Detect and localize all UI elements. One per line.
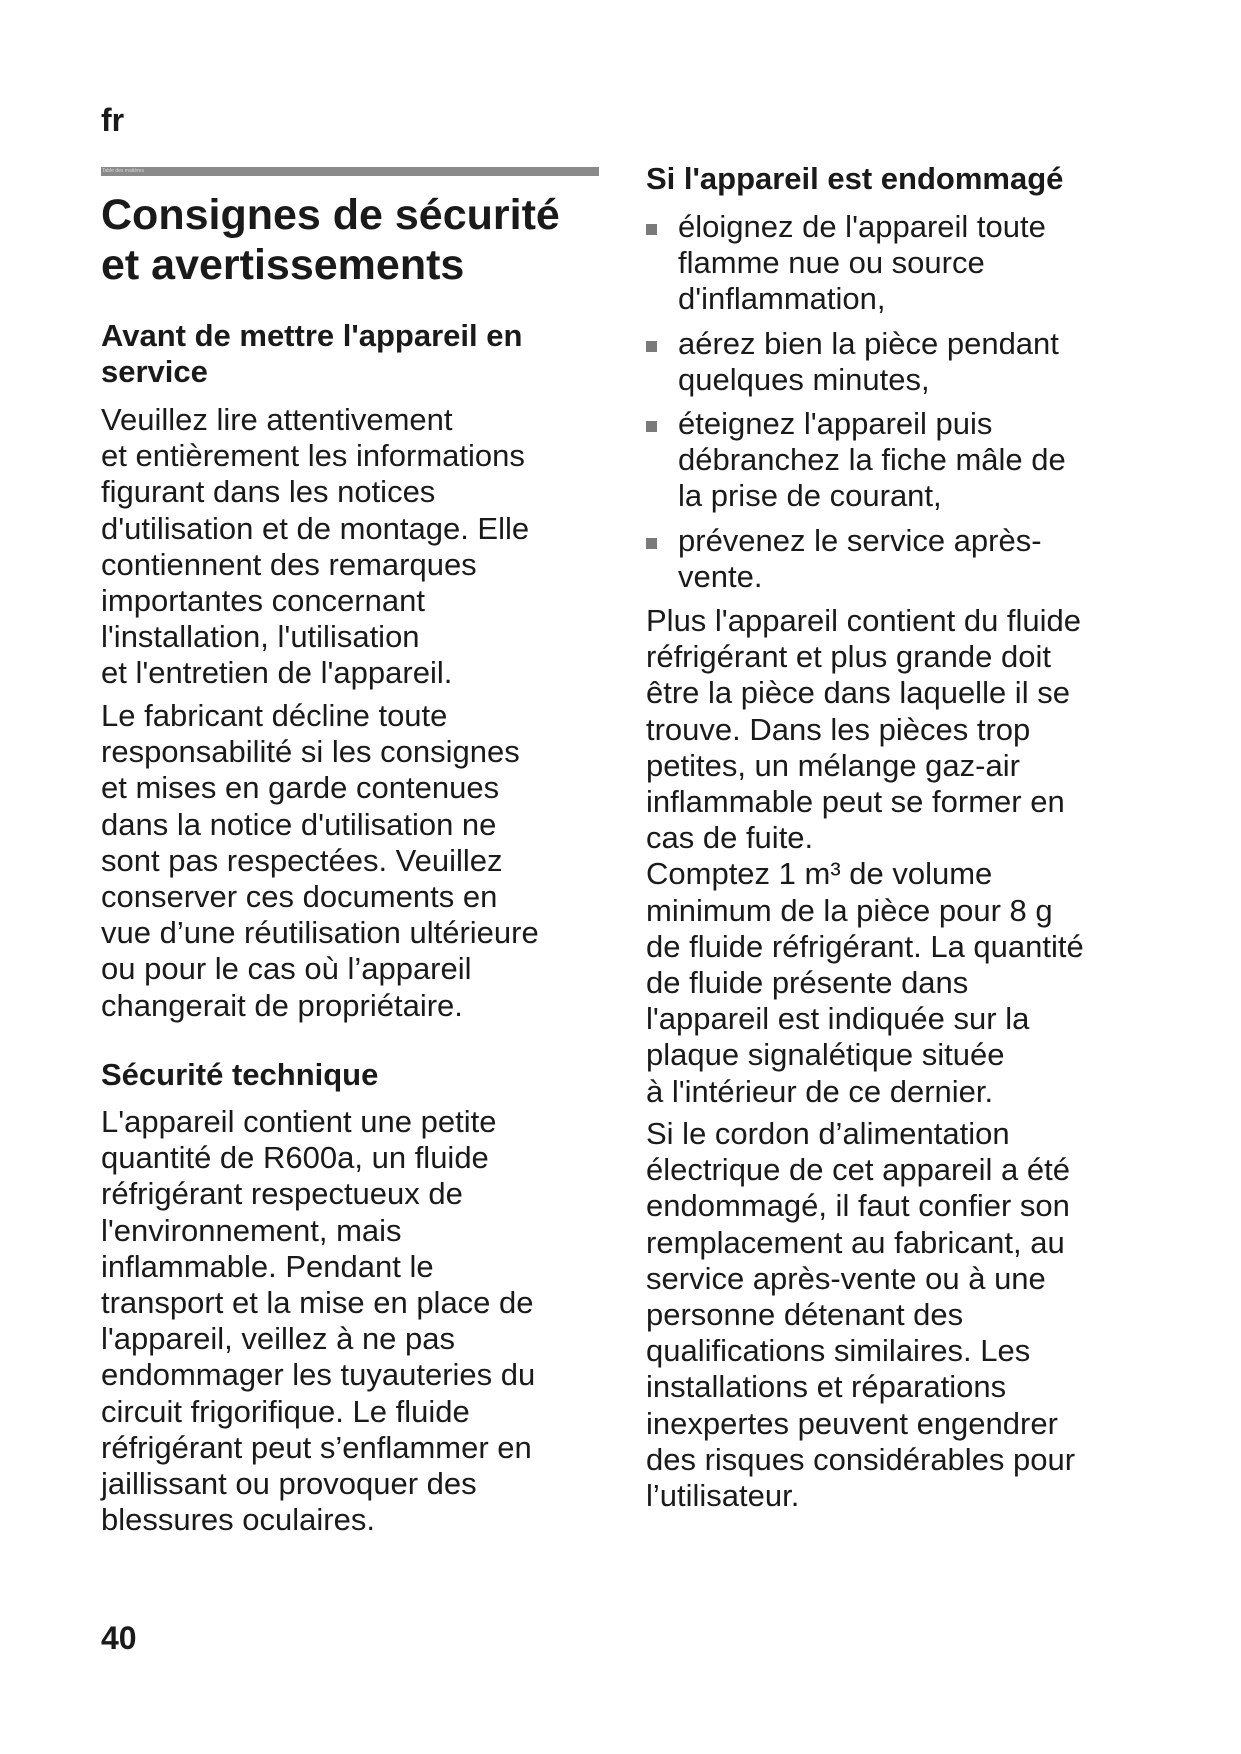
section-heading-before-use: Avant de mettre l'appareil en service [101,318,523,389]
square-bullet-icon [646,421,657,432]
list-item [646,523,1166,595]
section-rule [101,167,599,176]
page-number: 40 [101,1620,137,1656]
damage-steps-list [646,209,1166,603]
list-item-text: prévenez le service après- vente. [678,522,1042,594]
list-item-text: éteignez l'appareil puis débranchez la fiche mâle de la prise de courant, [678,406,1066,514]
paragraph-power-cord: Si le cordon d’alimentation électrique de cet appareil a été endommagé, il faut confier son remplacement au fabricant, au service après-vente ou à une personne détenant des qualifications similaires. Les installations et réparations inexpertes peuvent engendrer des risques considérables pour l’utilisateur. [646,1116,1076,1514]
paragraph-refrigerant: L'appareil contient une petite quantité de R600a, un fluide réfrigérant respectueux de l'environnement, mais inflammable. Pendant le transport et la mise en place de l'appareil, veillez à ne pas endommager les tuyauteries du circuit frigorifique. Le fluide réfrigérant peut s’enflammer en jaillissant ou provoquer des blessures oculaires. [101,1104,536,1538]
paragraph-read-instructions: Veuillez lire attentivement et entièrement les informations figurant dans les notices d'utilisation et de montage. Elle contiennent des remarques importantes concernant l'installation, l'utilisation et l'entretien de l'appareil. [101,402,530,691]
paragraph-room-volume: Plus l'appareil contient du fluide réfrigérant et plus grande doit être la pièce dans laquelle il se trouve. Dans les pièces trop petites, un mélange gaz-air inflammable peut se former en cas de fuite. Comptez 1 m³ de volume minimum de la pièce pour 8 g de fluide réfrigérant. La quantité de fluide présente dans l'appareil est indiquée sur la plaque signalétique située à l'intérieur de ce dernier. [646,603,1084,1109]
paragraph-manufacturer-liability: Le fabricant décline toute responsabilité si les consignes et mises en garde contenues dans la notice d'utilisation ne sont pas respectées. Veuillez conserver ces documents en vue d’une réutilisation ultérieure ou pour le cas où l’appareil changerait de propriétaire. [101,698,539,1023]
square-bullet-icon [646,538,657,549]
rule-caption: Table des matières [102,168,144,174]
list-item-text: éloignez de l'appareil toute flamme nue ou source d'inflammation, [678,209,1046,317]
list-item [646,209,1166,318]
square-bullet-icon [646,341,657,352]
square-bullet-icon [646,224,657,235]
language-tag: fr [101,102,125,138]
section-heading-damaged: Si l'appareil est endommagé [646,161,1064,196]
list-item-text: aérez bien la pièce pendant quelques minutes, [678,325,1059,397]
section-heading-technical-safety: Sécurité technique [101,1057,379,1092]
list-item [646,326,1166,398]
list-item [646,406,1166,515]
page-title: Consignes de sécurité et avertissements [101,191,560,289]
